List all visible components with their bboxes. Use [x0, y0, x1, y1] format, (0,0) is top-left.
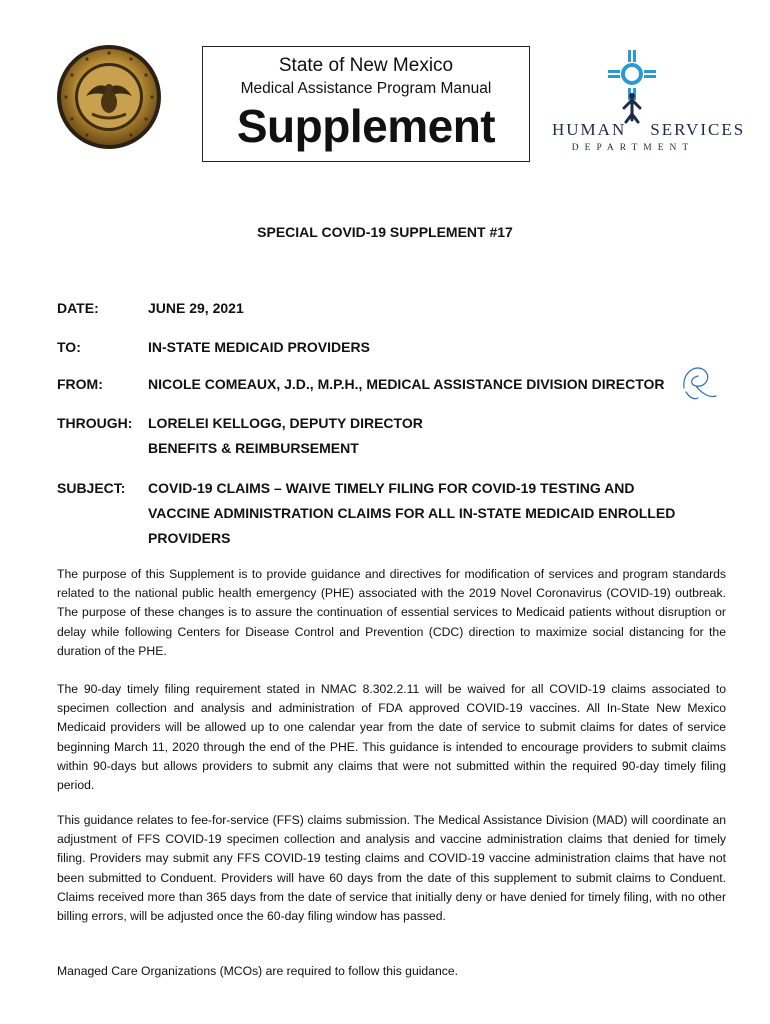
to-value: IN-STATE MEDICAID PROVIDERS	[148, 339, 370, 355]
date-value: JUNE 29, 2021	[148, 300, 244, 316]
body-paragraph-3: This guidance relates to fee-for-service (FFS) claims submission. The Medical Assistance Division (MAD) will coordinate an adjustment of FFS COVID-19 specimen collection and analysis and vaccine administration claims that denied for timely filing. Providers may submit any FFS COVID-19 testing claims and COVID-19 vaccine administration claims that have not been submitted to Conduent. Providers will have 60 days from the date of this supplement to submit claims to Conduent. Claims received more than 365 days from the date of service that initially deny or have denied for timely filing, with no other billing errors, will be adjusted once the 60-day filing window has passed.	[57, 813, 726, 924]
logo-department: DEPARTMENT	[571, 143, 695, 153]
date-label: DATE:	[57, 300, 99, 316]
logo-name	[552, 120, 746, 140]
subject-label: SUBJECT:	[57, 480, 126, 496]
to-label: TO:	[57, 339, 81, 355]
handwritten-initials-icon	[676, 358, 720, 408]
from-value: NICOLE COMEAUX, J.D., M.P.H., MEDICAL ASSISTANCE DIVISION DIRECTOR	[148, 376, 665, 392]
from-label: FROM:	[57, 376, 103, 392]
subject-line-1: COVID-19 CLAIMS – WAIVE TIMELY FILING FOR COVID-19 TESTING AND	[148, 480, 635, 496]
title-state: State of New Mexico	[278, 55, 454, 76]
human-services-logo	[552, 48, 746, 158]
supplement-heading: SPECIAL COVID-19 SUPPLEMENT #17	[257, 224, 513, 240]
through-line-2: BENEFITS & REIMBURSEMENT	[148, 440, 359, 456]
body-paragraph-1: The purpose of this Supplement is to provide guidance and directives for modification of services and program standards related to the national public health emergency (PHE) associated with the 2019 Novel Coronavirus (COVID-19) outbreak. The purpose of these changes is to assure the continuation of essential services to Medicaid patients without disruption or delay while following Centers for Disease Control and Prevention (CDC) direction to maximize social distancing for the duration of the PHE.	[57, 567, 726, 658]
zia-figure-icon	[598, 50, 666, 124]
logo-name-right: SERVICES	[650, 120, 746, 139]
title-supplement: Supplement	[236, 100, 496, 152]
body-paragraph-2: The 90-day timely filing requirement stated in NMAC 8.302.2.11 will be waived for all COVID-19 claims associated to specimen collection and analysis and administration of FDA approved COVID-19 vaccines. All In-State New Mexico Medicaid providers will be allowed up to one calendar year from the date of service to submit claims for dates of service beginning March 11, 2020 through the end of the PHE. This guidance is intended to encourage providers to submit claims within 90-days but allows providers to submit any claims that were not submitted within the required 90-day timely filing period.	[57, 682, 726, 793]
subject-line-3: PROVIDERS	[148, 530, 231, 546]
through-label: THROUGH:	[57, 415, 133, 431]
subject-line-2: VACCINE ADMINISTRATION CLAIMS FOR ALL IN-STATE MEDICAID ENROLLED	[148, 505, 676, 521]
title-box	[202, 46, 530, 162]
title-manual: Medical Assistance Program Manual	[240, 80, 492, 97]
state-seal-icon	[56, 44, 162, 150]
through-line-1: LORELEI KELLOGG, DEPUTY DIRECTOR	[148, 415, 423, 431]
body-paragraph-4: Managed Care Organizations (MCOs) are required to follow this guidance.	[57, 964, 459, 978]
logo-name-left: HUMAN	[552, 120, 627, 139]
